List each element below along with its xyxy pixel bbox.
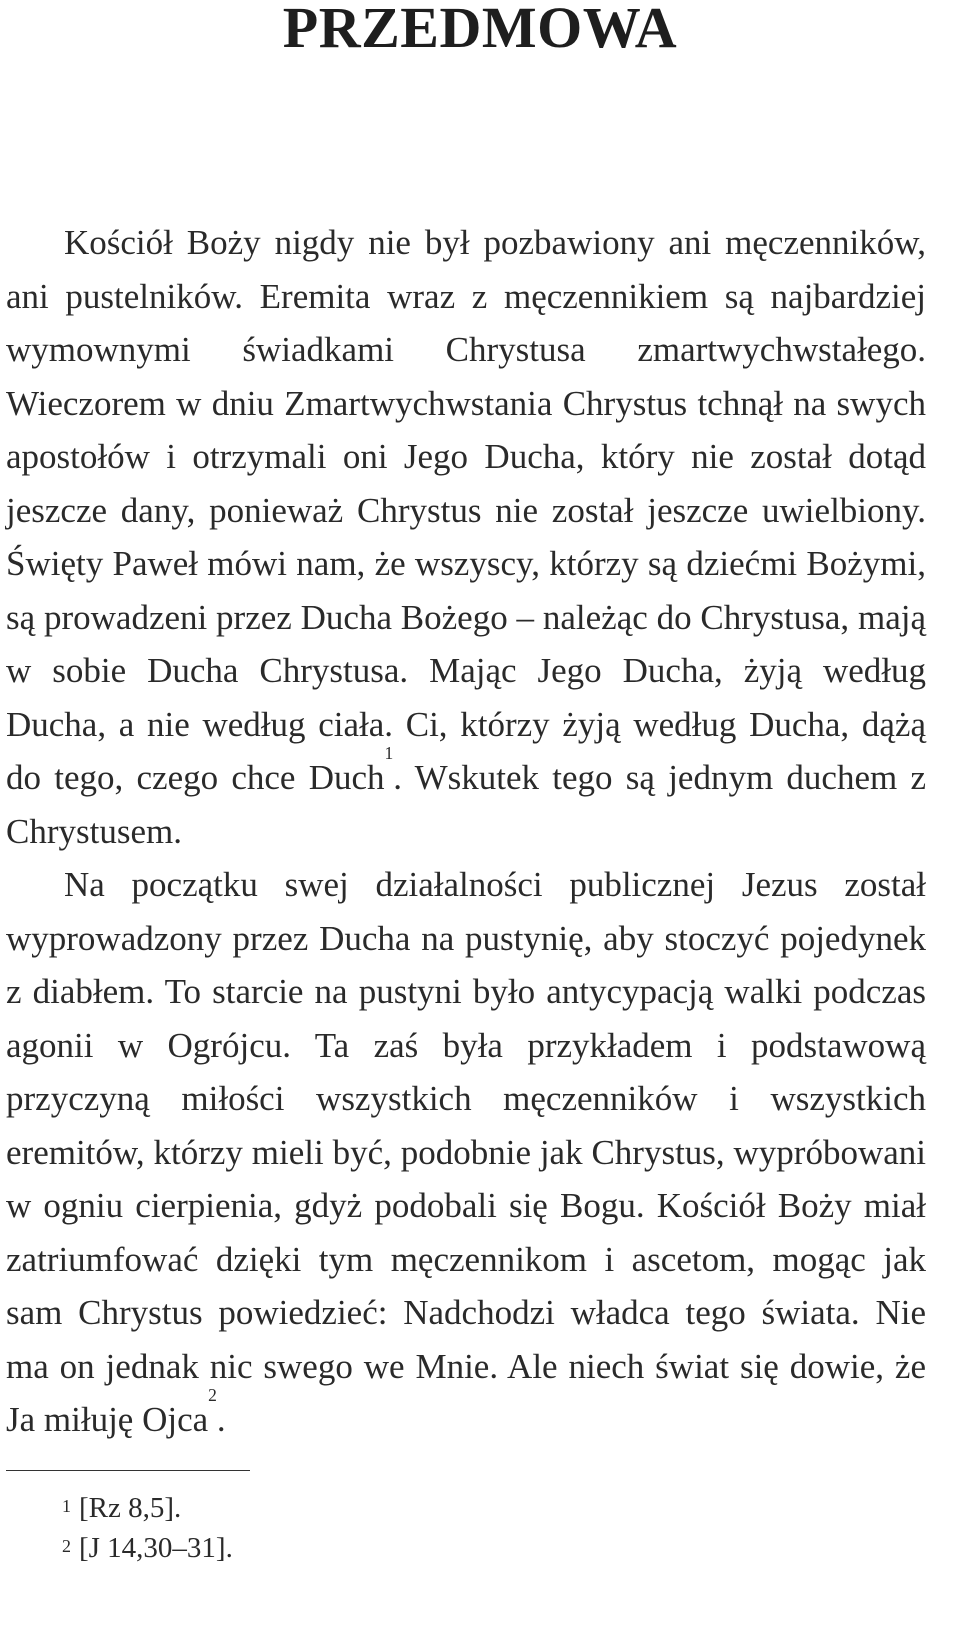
footnote-reference[interactable]: 1 bbox=[384, 742, 394, 763]
footnote bbox=[62, 1528, 233, 1568]
page-title: PRZEDMOWA bbox=[282, 0, 678, 60]
footnote bbox=[62, 1488, 233, 1528]
footnote-text: [J 14,30–31]. bbox=[78, 1532, 233, 1564]
paragraph bbox=[6, 858, 926, 1447]
footnote-text: [Rz 8,5]. bbox=[78, 1492, 182, 1524]
footnote-reference[interactable]: 2 bbox=[208, 1384, 217, 1405]
paragraph-text: Na początku swej działalności publicznej Jezus został wyprowadzony przez Ducha na pustynię, aby stoczyć pojedynek z diabłem. To starcie na pustyni było antycypacją walki podczas agonii w Ogrójcu. Ta zaś była przykładem i podstawową przyczyną miłości wszystkich męczenników i wszystkich eremitów, którzy mieli być, podobnie jak Chrystus, wypróbowani w ogniu cierpienia, gdyż podobali się Bogu. Kościół Boży miał zatriumfować dzięki tym męczennikom i ascetom, mogąc jak sam Chrystus powiedzieć: Nadchodzi władca tego świata. Nie ma on jednak nic swego we Mnie. Ale niech świat się dowie, że Ja miłuję Ojca bbox=[6, 865, 926, 1439]
footnote-number: 2 bbox=[62, 1536, 71, 1557]
paragraph bbox=[6, 216, 926, 858]
footnote-divider bbox=[6, 1470, 250, 1471]
paragraph-text: . bbox=[216, 1400, 226, 1439]
footnotes-list bbox=[62, 1488, 233, 1568]
paragraph-text: Kościół Boży nigdy nie był pozbawiony ani męczenników, ani pustelników. Eremita wraz z męczennikiem są najbardziej wymownymi świadkami Chrystusa zmartwychwstałego. Wieczorem w dniu Zmartwychwstania Chrystus tchnął na swych apostołów i otrzymali oni Jego Ducha, który nie został dotąd jeszcze dany, ponieważ Chrystus nie został jeszcze uwielbiony. Święty Paweł mówi nam, że wszyscy, którzy są dziećmi Bożymi, są prowadzeni przez Ducha Bożego – należąc do Chrystusa, mają w sobie Ducha Chrystusa. Mając Jego Ducha, żyją według Ducha, a nie według ciała. Ci, którzy żyją według Ducha, dążą do tego, czego chce Duch bbox=[6, 223, 926, 797]
footnote-number: 1 bbox=[62, 1496, 71, 1517]
main-text bbox=[6, 216, 926, 1447]
paragraph-text: . Wskutek tego są jednym duchem z Chrystusem. bbox=[6, 758, 926, 851]
